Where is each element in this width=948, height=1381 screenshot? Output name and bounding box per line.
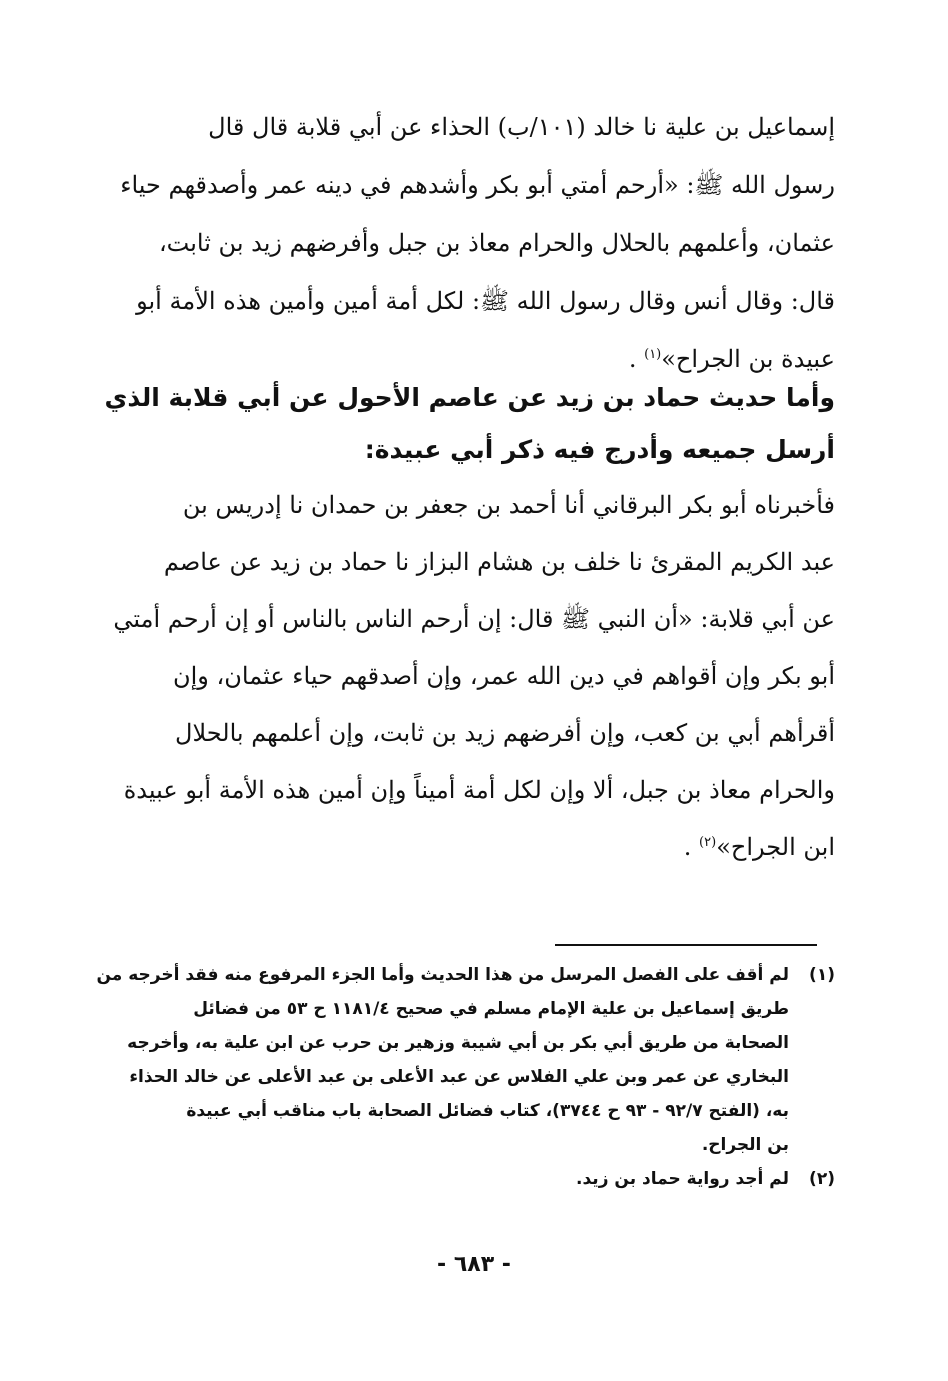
paragraph-2-last-line <box>120 819 835 876</box>
footnote-divider <box>555 944 817 946</box>
paragraph-1-line: عثمان، وأعلمهم بالحلال والحرام معاذ بن جبل وأفرضهم زيد بن ثابت، <box>158 229 835 257</box>
paragraph-1-line-text: عبيدة بن الجراح» <box>661 345 835 373</box>
footnotes-section <box>96 958 835 1196</box>
paragraph-2-line: والحرام معاذ بن جبل، ألا وإن لكل أمة أميناً وإن أمين هذه الأمة أبو عبيدة <box>123 776 835 804</box>
footnote-2 <box>125 1162 835 1196</box>
paragraph-2-line: أقرأهم أبي بن كعب، وإن أفرضهم زيد بن ثابت، وإن أعلمهم بالحلال <box>175 719 835 747</box>
paragraph-2-line: فأخبرناه أبو بكر البرقاني أنا أحمد بن جعفر بن حمدان نا إدريس بن <box>182 491 835 519</box>
paragraph-1 <box>120 98 835 388</box>
paragraph-1-line: قال: وقال أنس وقال رسول الله ﷺ: لكل أمة أمين وأمين هذه الأمة أبو <box>136 287 835 315</box>
footnote-1 <box>96 958 835 1162</box>
footnote-2-line: لم أجد رواية حماد بن زيد. <box>576 1169 789 1189</box>
paragraph-2-line-text: ابن الجراح» <box>716 833 835 861</box>
paragraph-2-period: . <box>683 833 700 861</box>
paragraph-1-period: . <box>628 345 645 373</box>
paragraph-1-line: إسماعيل بن علية نا خالد (١٠١/ب) الحذاء عن أبي قلابة قال قال <box>208 113 835 141</box>
paragraph-1-line: رسول الله ﷺ: «أرحم أمتي أبو بكر وأشدهم في دينه عمر وأصدقهم حياء <box>120 171 835 199</box>
heading-line: وأما حديث حماد بن زيد عن عاصم الأحول عن أبي قلابة الذي <box>104 383 835 412</box>
paragraph-2 <box>113 477 835 876</box>
footnote-1-line: الصحابة من طريق أبي بكر بن أبي شيبة وزهير بن حرب عن ابن علية به، وأخرجه <box>127 1033 789 1053</box>
paragraph-2-line: أبو بكر وإن أقواهم في دين الله عمر، وإن أصدقهم حياء عثمان، وإن <box>173 662 835 690</box>
footnote-1-line: لم أقف على الفصل المرسل من هذا الحديث وأما الجزء المرفوع منه فقد أخرجه من <box>96 965 789 985</box>
heading-line: أرسل جميعه وأدرج فيه ذكر أبي عبيدة: <box>364 435 835 464</box>
footnote-1-line: به، (الفتح ٩٢/٧ - ٩٣ ح ٣٧٤٤)، كتاب فضائل الصحابة باب مناقب أبي عبيدة <box>186 1101 789 1121</box>
footnote-2-number: (٢) <box>809 1169 835 1189</box>
footnote-1-line: طريق إسماعيل بن علية الإمام مسلم في صحيح ١١٨١/٤ ح ٥٣ من فضائل <box>193 999 789 1019</box>
footnote-ref-1[interactable]: (١) <box>644 347 662 362</box>
footnote-1-line: البخاري عن عمر وبن علي الفلاس عن عبد الأعلى بن عبد الأعلى عن خالد الحذاء <box>129 1067 789 1087</box>
footnote-1-number: (١) <box>809 965 835 985</box>
page-number: - ٦٨٣ - <box>437 1252 511 1277</box>
section-heading <box>104 372 835 476</box>
paragraph-2-line: عبد الكريم المقرئ نا خلف بن هشام البزاز نا حماد بن زيد عن عاصم <box>163 548 835 576</box>
footnote-ref-2[interactable]: (٢) <box>699 835 717 850</box>
paragraph-2-line: عن أبي قلابة: «أن النبي ﷺ قال: إن أرحم الناس بالناس أو إن أرحم أمتي <box>113 605 835 633</box>
footnote-1-line: بن الجراح. <box>701 1135 789 1155</box>
